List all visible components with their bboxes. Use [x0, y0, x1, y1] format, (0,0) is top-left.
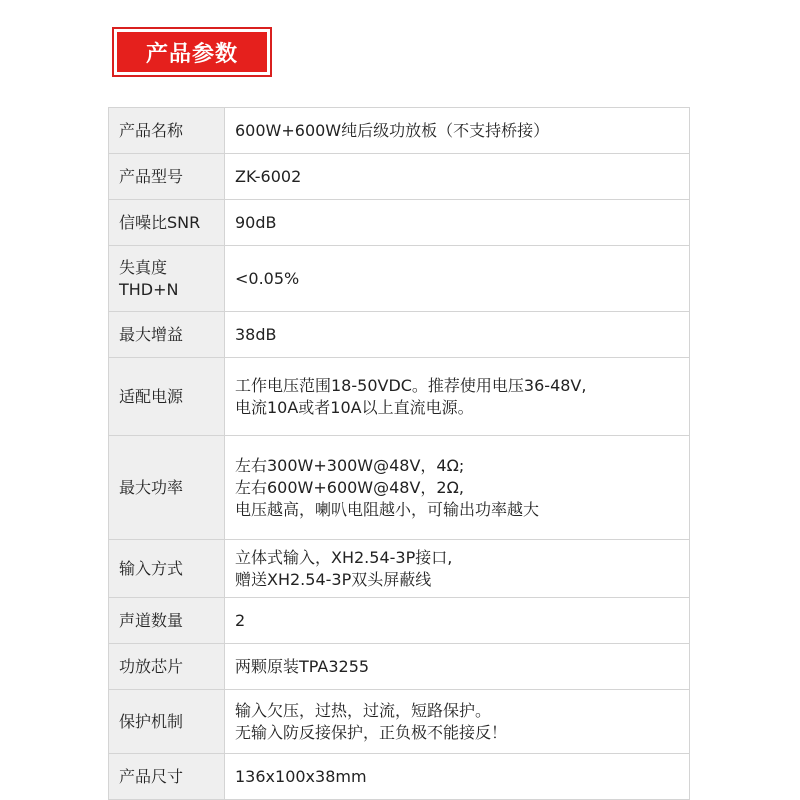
- spec-table: [108, 107, 690, 800]
- spec-row: [109, 358, 690, 436]
- spec-value: [225, 246, 690, 312]
- section-title: 产品参数: [117, 32, 267, 72]
- spec-value-line: 2: [235, 610, 246, 630]
- spec-label: [109, 246, 225, 312]
- spec-label-line: 产品名称: [119, 120, 184, 140]
- spec-label: [109, 436, 225, 540]
- spec-value-line: 左右300W+300W@48V，4Ω;: [235, 455, 465, 475]
- spec-value-line: 左右600W+600W@48V，2Ω,: [235, 477, 464, 497]
- spec-label-line: THD+N: [119, 279, 179, 299]
- spec-label: [109, 312, 225, 358]
- spec-row: [109, 540, 690, 598]
- section-title-badge: [112, 27, 272, 77]
- spec-value-line: 136x100x38mm: [235, 766, 367, 786]
- spec-value-line: ZK-6002: [235, 166, 302, 186]
- spec-value: [225, 598, 690, 644]
- spec-row: [109, 754, 690, 800]
- spec-value: [225, 358, 690, 436]
- spec-row: [109, 246, 690, 312]
- spec-label: [109, 754, 225, 800]
- spec-label-line: 保护机制: [119, 711, 184, 731]
- spec-value-line: 两颗原装TPA3255: [235, 656, 370, 676]
- spec-value-line: 输入欠压，过热，过流，短路保护。: [235, 700, 492, 720]
- spec-label-line: 功放芯片: [119, 656, 184, 676]
- spec-value-line: 无输入防反接保护，正负极不能接反！: [235, 722, 508, 742]
- spec-value-line: 90dB: [235, 212, 277, 232]
- spec-value-line: 电流10A或者10A以上直流电源。: [235, 397, 474, 417]
- spec-row: [109, 644, 690, 690]
- spec-label-line: 最大功率: [119, 477, 184, 497]
- spec-label-line: 信噪比SNR: [119, 212, 201, 232]
- spec-value: [225, 154, 690, 200]
- spec-label-line: 输入方式: [119, 558, 184, 578]
- spec-label: [109, 154, 225, 200]
- spec-value: [225, 540, 690, 598]
- spec-label-line: 适配电源: [119, 386, 184, 406]
- spec-value-line: <0.05%: [235, 268, 300, 288]
- spec-label: [109, 200, 225, 246]
- spec-row: [109, 108, 690, 154]
- spec-value-line: 600W+600W纯后级功放板（不支持桥接）: [235, 120, 550, 140]
- spec-value: [225, 644, 690, 690]
- spec-label: [109, 540, 225, 598]
- spec-label-line: 产品尺寸: [119, 766, 184, 786]
- spec-row: [109, 436, 690, 540]
- spec-row: [109, 690, 690, 754]
- spec-value: [225, 200, 690, 246]
- spec-label-line: 失真度: [119, 257, 168, 277]
- spec-value-line: 工作电压范围18-50VDC。推荐使用电压36-48V,: [235, 375, 587, 395]
- spec-row: [109, 598, 690, 644]
- spec-value-line: 电压越高，喇叭电阻越小，可输出功率越大: [235, 499, 540, 519]
- spec-label: [109, 358, 225, 436]
- spec-value: [225, 108, 690, 154]
- spec-row: [109, 154, 690, 200]
- spec-value-line: 38dB: [235, 324, 277, 344]
- spec-label-line: 最大增益: [119, 324, 184, 344]
- spec-label: [109, 690, 225, 754]
- spec-label-line: 声道数量: [119, 610, 184, 630]
- spec-row: [109, 312, 690, 358]
- spec-label: [109, 598, 225, 644]
- spec-row: [109, 200, 690, 246]
- spec-value-line: 赠送XH2.54-3P双头屏蔽线: [235, 569, 432, 589]
- spec-value: [225, 312, 690, 358]
- spec-value: [225, 754, 690, 800]
- spec-value: [225, 690, 690, 754]
- spec-value-line: 立体式输入，XH2.54-3P接口,: [235, 547, 453, 567]
- spec-label-line: 产品型号: [119, 166, 184, 186]
- spec-value: [225, 436, 690, 540]
- spec-label: [109, 108, 225, 154]
- spec-label: [109, 644, 225, 690]
